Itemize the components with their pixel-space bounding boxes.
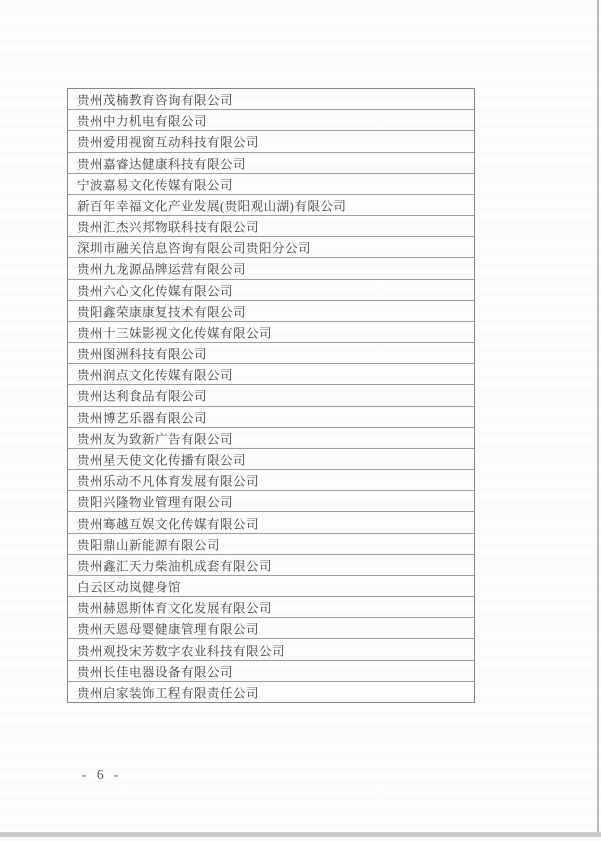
- company-name: 贵州长佳电器设备有限公司: [77, 665, 234, 680]
- table-row: [68, 576, 474, 597]
- table-row: [68, 449, 474, 470]
- table-row: [68, 661, 474, 682]
- company-name: 贵州星天使文化传播有限公司: [77, 453, 247, 468]
- company-name: 宁波嘉易文化传媒有限公司: [77, 178, 234, 193]
- table-row: [68, 597, 474, 618]
- company-name: 贵州鑫汇天力柴油机成套有限公司: [77, 559, 273, 574]
- company-name: 贵州六心文化传媒有限公司: [77, 284, 234, 299]
- table-row: [68, 555, 474, 576]
- table-row: [68, 216, 474, 237]
- company-name: 贵州观投宋芳数字农业科技有限公司: [77, 644, 286, 659]
- scan-edge-bottom: [0, 832, 601, 837]
- table-row: [68, 301, 474, 322]
- table-row: [68, 682, 474, 702]
- table-row: [68, 618, 474, 639]
- table-row: [68, 428, 474, 449]
- company-name: 贵州爱用视窗互动科技有限公司: [77, 135, 260, 150]
- company-name: 贵州启家装饰工程有限责任公司: [77, 686, 260, 701]
- table-row: [68, 343, 474, 364]
- company-name: 贵州乐动不凡体育发展有限公司: [77, 474, 260, 489]
- company-name: 贵州汇杰兴邦物联科技有限公司: [77, 220, 260, 235]
- company-name: 贵州十三妹影视文化传媒有限公司: [77, 326, 273, 341]
- table-row: [68, 89, 474, 110]
- table-row: [68, 258, 474, 279]
- table-row: [68, 280, 474, 301]
- table-row: [68, 385, 474, 406]
- company-name: 贵州润点文化传媒有限公司: [77, 368, 234, 383]
- table-row: [68, 153, 474, 174]
- company-name: 贵阳鼎山新能源有限公司: [77, 538, 221, 553]
- company-name: 贵州骞越互娱文化传媒有限公司: [77, 517, 260, 532]
- table-row: [68, 174, 474, 195]
- table-row: [68, 639, 474, 660]
- company-name: 贵州图洲科技有限公司: [77, 347, 208, 362]
- table-row: [68, 512, 474, 533]
- company-name: 深圳市融关信息咨询有限公司贵阳分公司: [77, 241, 312, 256]
- company-name: 贵州友为致新广告有限公司: [77, 432, 234, 447]
- table-row: [68, 407, 474, 428]
- table-row: [68, 195, 474, 216]
- company-name: 贵州九龙源品牌运营有限公司: [77, 262, 247, 277]
- company-name: 贵州赫恩斯体育文化发展有限公司: [77, 601, 273, 616]
- company-name: 贵州茂楠教育咨询有限公司: [77, 93, 234, 108]
- company-name: 贵州达利食品有限公司: [77, 389, 208, 404]
- company-name: 白云区动岚健身馆: [77, 580, 182, 595]
- company-list-table: [67, 88, 475, 703]
- table-row: [68, 237, 474, 258]
- company-name: 贵州嘉睿达健康科技有限公司: [77, 157, 247, 172]
- table-row: [68, 364, 474, 385]
- table-row: [68, 491, 474, 512]
- company-name: 贵州博艺乐器有限公司: [77, 411, 208, 426]
- company-name: 贵州天恩母婴健康管理有限公司: [77, 622, 260, 637]
- table-row: [68, 470, 474, 491]
- table-row: [68, 322, 474, 343]
- scan-edge-right: [597, 0, 599, 833]
- company-name: 新百年幸福文化产业发展(贵阳观山湖)有限公司: [77, 199, 347, 214]
- company-name: 贵阳鑫荣康康复技术有限公司: [77, 305, 247, 320]
- table-row: [68, 110, 474, 131]
- table-row: [68, 534, 474, 555]
- table-row: [68, 131, 474, 152]
- company-name: 贵州中力机电有限公司: [77, 114, 208, 129]
- page-number: - 6 -: [82, 767, 120, 782]
- company-name: 贵阳兴隆物业管理有限公司: [77, 495, 234, 510]
